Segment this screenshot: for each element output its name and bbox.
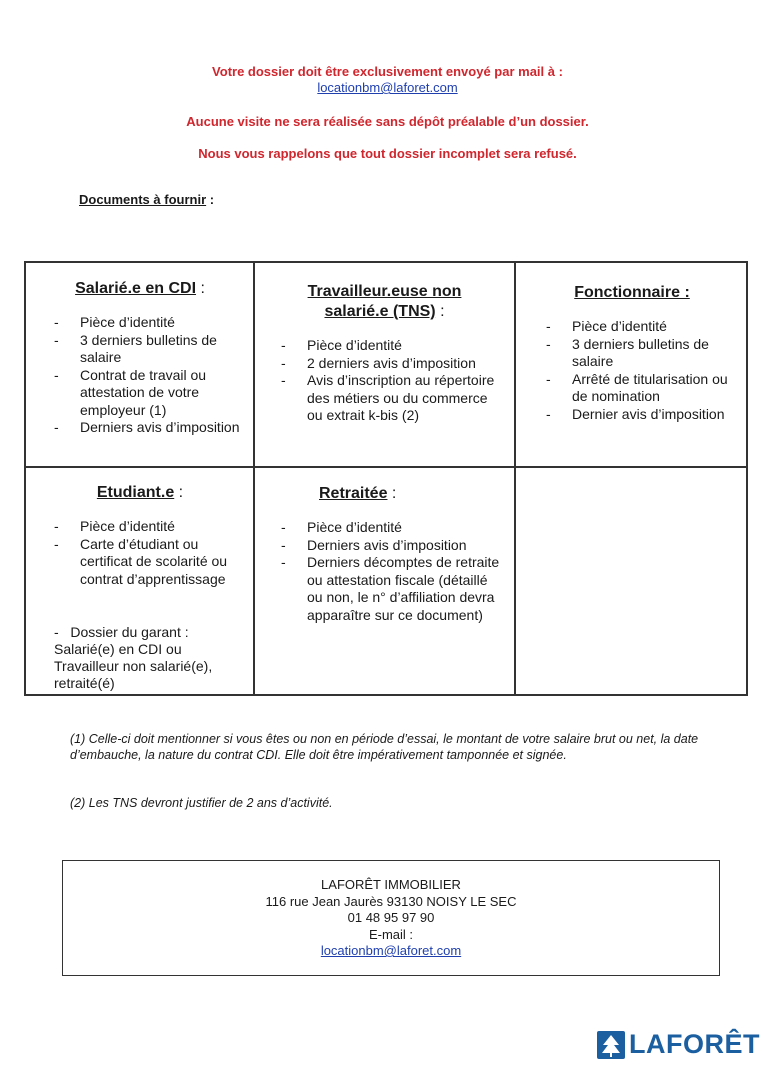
notice-email-link-wrap [0, 80, 763, 95]
tns-list [281, 337, 501, 425]
list-item: - Pièce d’identité [546, 318, 746, 336]
notice-email-link[interactable]: locationbm@laforet.com [317, 80, 458, 95]
contact-email-link[interactable]: locationbm@laforet.com [320, 943, 462, 958]
list-item: - 2 derniers avis d’imposition [281, 355, 501, 373]
list-item: - Derniers avis d’imposition [281, 537, 501, 555]
list-item: - Pièce d’identité [54, 314, 254, 332]
fonctionnaire-list [546, 318, 746, 423]
list-item: - Carte d’étudiant ou certificat de scolarité ou contrat d’apprentissage [54, 536, 244, 589]
notice-send-by-mail: Votre dossier doit être exclusivement envoyé par mail à : [212, 64, 563, 79]
list-item: - Avis d’inscription au répertoire des métiers ou du commerce ou extrait k-bis (2) [281, 372, 501, 425]
footnote-1: (1) Celle-ci doit mentionner si vous êtes ou non en période d’essai, le montant de votre salaire brut ou net, la date d’embauche, la nature du contrat CDI. Elle doit être impérativement tamponnée et signée. [70, 732, 699, 762]
list-item: - Pièce d’identité [54, 518, 244, 536]
tns-title: Travailleur.euse non salarié.e (TNS) : [307, 283, 462, 320]
tree-logo-icon [597, 1031, 625, 1059]
list-item: - Pièce d’identité [281, 337, 501, 355]
list-item: - Derniers décomptes de retraite ou attestation fiscale (détaillé ou non, le n° d’affiliation devra apparaître sur ce document) [281, 554, 501, 624]
list-item: - Dernier avis d’imposition [546, 406, 746, 424]
list-item: - Derniers avis d’imposition [54, 419, 254, 437]
cdi-list [54, 314, 254, 437]
notice-no-visit: Aucune visite ne sera réalisée sans dépôt préalable d’un dossier. [186, 114, 589, 129]
documents-title: Documents à fournir : [79, 192, 215, 207]
cell-etudiant [26, 483, 254, 692]
list-item: - Pièce d’identité [281, 519, 501, 537]
list-item: - 3 derniers bulletins de salaire [54, 332, 254, 367]
list-item: - Arrêté de titularisation ou de nomination [546, 371, 746, 406]
cell-fonctionnaire [516, 283, 748, 423]
laforet-logo [597, 1029, 760, 1061]
notice-incomplete-refused: Nous vous rappelons que tout dossier incomplet sera refusé. [198, 146, 577, 161]
fonctionnaire-title: Fonctionnaire : [574, 284, 690, 301]
etudiant-list [54, 518, 244, 588]
documents-grid [24, 261, 748, 696]
cell-retraitee [255, 484, 514, 624]
cdi-title: Salarié.e en CDI : [75, 280, 205, 297]
guarantor-note: - Dossier du garant : Salarié(e) en CDI ou Travailleur non salarié(e), retraité(é) [54, 624, 213, 691]
footnote-2: (2) Les TNS devront justifier de 2 ans d’activité. [70, 796, 333, 810]
cell-tns [255, 282, 514, 425]
contact-phone: 01 48 95 97 90 [347, 910, 435, 925]
retraitee-list [281, 519, 501, 624]
contact-email-label: E-mail : [368, 926, 414, 942]
logo-text: LAFORÊT [629, 1029, 760, 1059]
list-item: - 3 derniers bulletins de salaire [546, 336, 746, 371]
grid-divider-h [26, 466, 746, 468]
cell-cdi [26, 279, 254, 437]
list-item: - Contrat de travail ou attestation de votre employeur (1) [54, 367, 254, 420]
retraitee-title: Retraitée : [319, 485, 397, 502]
contact-address: 116 rue Jean Jaurès 93130 NOISY LE SEC [265, 893, 517, 909]
contact-box [62, 860, 720, 976]
etudiant-title: Etudiant.e : [96, 484, 184, 501]
contact-name: LAFORÊT IMMOBILIER [321, 877, 461, 892]
